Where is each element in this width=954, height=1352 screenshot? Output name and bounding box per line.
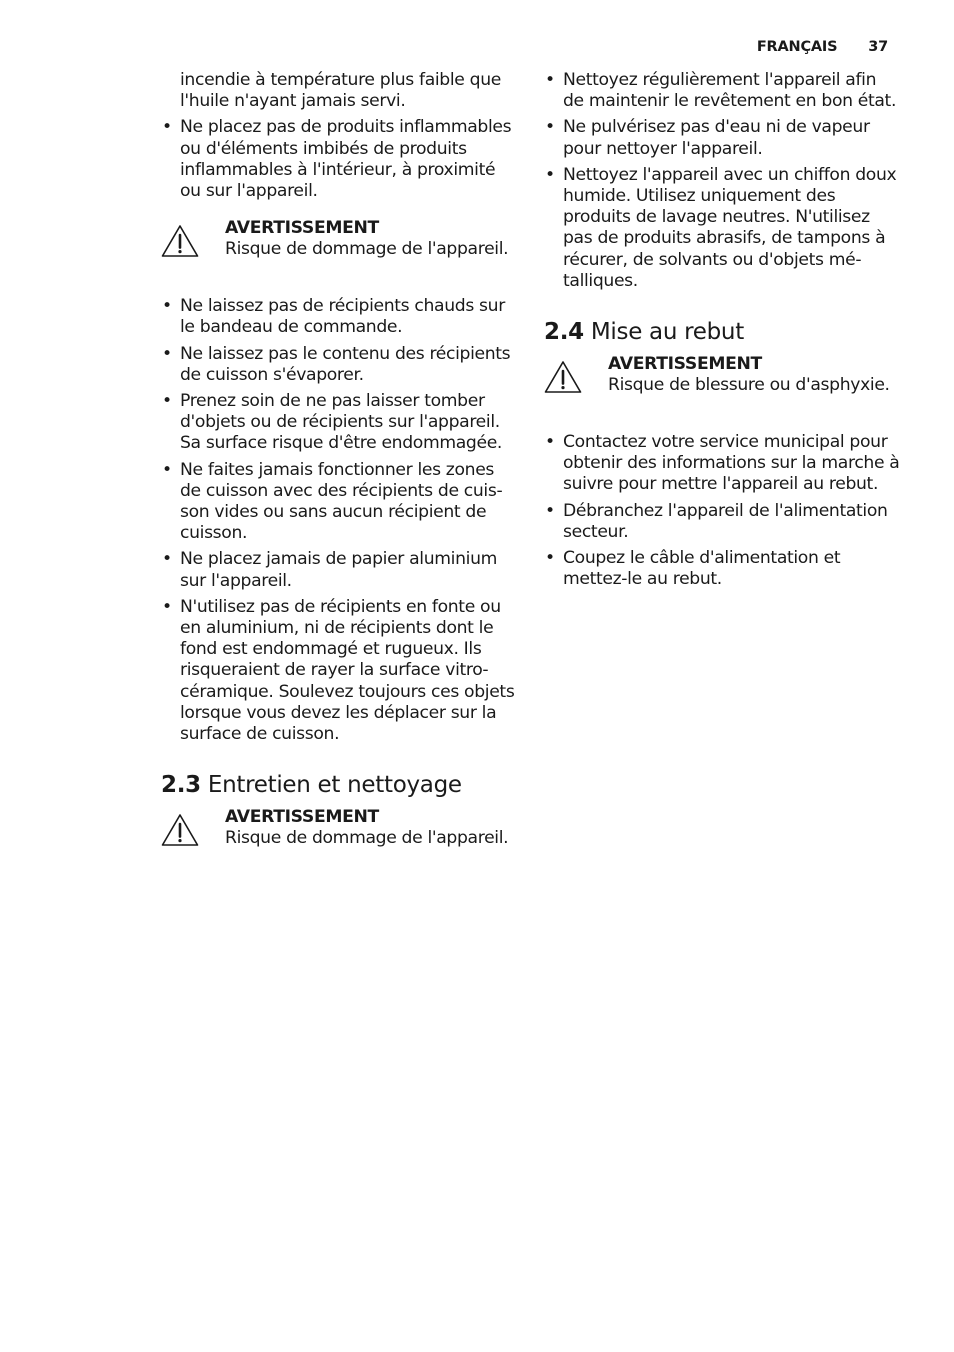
list-item [161,391,517,455]
warning-box [161,807,517,857]
bullet-dot: • [162,117,172,138]
bullet-dot: • [162,296,172,317]
section-number: 2.3 [161,772,201,799]
list-item [544,501,900,543]
list-item [544,432,900,496]
bullet-dot: • [162,459,172,480]
section-title-text: Mise au rebut [590,319,744,346]
header-language: FRANÇAIS [756,39,838,55]
list-item-text: Prenez soin de ne pas laisser tomber d'objets ou de récipients sur l'appareil. Sa surface risque d'être endommagée. [180,391,503,454]
list-item [544,117,900,159]
warning-title: AVERTISSEMENT [225,807,379,828]
section-heading [161,771,517,799]
bullet-list [544,432,900,590]
list-item [161,549,517,591]
warning-triangle-icon [544,360,582,394]
page-number: 37 [868,39,888,55]
list-item-text: Débranchez l'appareil de l'alimentation secteur. [563,500,888,542]
list-item-text: Ne pulvérisez pas d'eau ni de vapeur pour nettoyer l'appareil. [563,117,870,159]
bullet-list [544,70,900,292]
list-item-text: Coupez le câble d'alimentation et mettez-le au rebut. [563,548,841,590]
bullet-dot: • [162,596,172,617]
list-item [161,460,517,545]
bullet-dot: • [545,70,555,90]
list-item [544,548,900,590]
list-item-text: Contactez votre service municipal pour obtenir des informations sur la marche à suivre pour mettre l'appareil au rebut. [563,432,900,495]
right-column [544,70,900,595]
continuation-text: incendie à température plus faible que l'huile n'ayant jamais servi. [180,70,501,112]
warning-box [544,354,900,404]
section-title-text: Entretien et nettoyage [207,772,462,799]
list-item [544,70,900,112]
bullet-dot: • [545,548,555,569]
list-item [161,117,517,202]
page-header [757,39,888,55]
list-item-text: Ne placez jamais de papier aluminium sur l'appareil. [180,549,498,591]
warning-triangle-icon [161,224,199,258]
bullet-dot: • [162,549,172,570]
bullet-dot: • [545,117,555,138]
list-item [161,296,517,338]
bullet-list [161,117,517,202]
list-item-text: Ne laissez pas de récipients chauds sur le bandeau de commande. [180,296,505,338]
warning-box [161,218,517,268]
list-item-text: N'utilisez pas de récipients en fonte ou en aluminium, ni de récipients dont le fond est endommagé et rugueux. Ils risqueraient de rayer la surface vitrocéramique. Soulevez toujours ces objets lorsque vous devez les déplacer sur la surface de cuisson. [180,596,515,745]
list-item-text: Ne laissez pas le contenu des récipients de cuisson s'évaporer. [180,343,511,385]
warning-text: Risque de blessure ou d'asphyxie. [608,375,890,396]
bullet-dot: • [545,432,555,453]
bullet-dot: • [545,500,555,521]
list-item [161,597,517,745]
left-column [161,70,517,885]
bullet-list [161,296,517,745]
list-item [161,344,517,386]
section-heading [544,318,900,346]
warning-triangle-icon [161,813,199,847]
section-number: 2.4 [544,319,584,346]
warning-text: Risque de dommage de l'appareil. [225,828,509,849]
bullet-dot: • [162,391,172,412]
list-item-text: Ne faites jamais fonctionner les zones de cuisson avec des récipients de cuisson vides ou sans aucun récipient de cuisson. [180,459,503,544]
list-item-text: Ne placez pas de produits inflammables ou d'éléments imbibés de produits inflammables à l'intérieur, à proximité ou sur l'appareil. [180,117,512,202]
bullet-dot: • [162,343,172,364]
warning-title: AVERTISSEMENT [608,354,762,375]
list-item-text: Nettoyez l'appareil avec un chiffon doux humide. Utilisez uniquement des produits de lavage neutres. N'utilisez pas de produits abrasifs, de tampons à récurer, de solvants ou d'objets métalliques. [563,164,897,291]
warning-text: Risque de dommage de l'appareil. [225,239,509,260]
warning-title: AVERTISSEMENT [225,218,379,239]
bullet-dot: • [545,164,555,185]
list-item-text: Nettoyez régulièrement l'appareil afin de maintenir le revêtement en bon état. [563,70,897,112]
list-item [544,165,900,292]
